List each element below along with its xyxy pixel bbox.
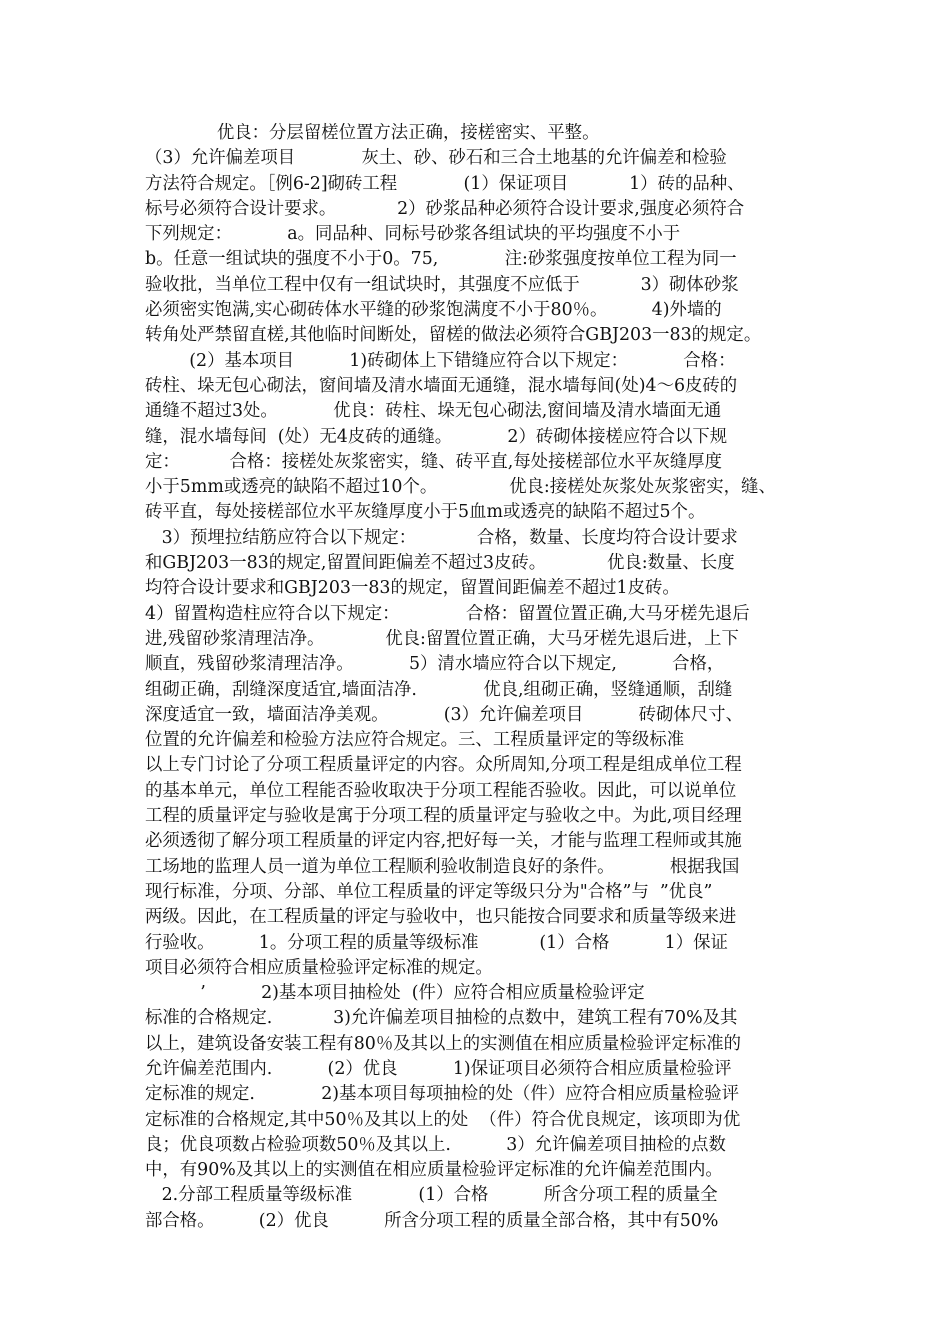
text-line: 项目必须符合相应质量检验评定标准的规定。 [145,957,493,978]
text-line: 2.分部工程质量等级标准 (1）合格 所含分项工程的质量全 [145,1185,718,1206]
text-line: 下列规定： a。同品种、同标号砂浆各组试块的平均强度不小于 [145,224,681,245]
text-line: 以上，建筑设备安装工程有80％及其以上的实测值在相应质量检验评定标准的 [145,1033,742,1054]
text-line: 以上专门讨论了分项工程质量评定的内容。众所周知,分项工程是组成单位工程 [145,755,742,776]
text-line: 定： 合格：接槎处灰浆密实，缝、砖平直,每处接槎部位水平灰缝厚度 [145,451,723,472]
text-line: 验收批，当单位工程中仅有一组试块时，其强度不应低于 3）砌体砂浆 [145,274,739,295]
text-line: 小于5mm或透亮的缺陷不超过10个。 优良:接槎处灰浆处灰浆密实，缝、 [145,477,776,498]
text-line: 顺直，残留砂浆清理洁净。 5）清水墙应符合以下规定, 合格， [145,654,725,675]
text-line: 行验收。 1。分项工程的质量等级标准 (1）合格 1）保证 [145,932,728,953]
text-line: 现行标准，分项、分部、单位工程质量的评定等级只分为"合格”与 ”优良” [145,881,713,902]
text-line: 砖柱、垛无包心砌法，窗间墙及清水墙面无通缝，混水墙每间(处)4～6皮砖的 [145,375,738,396]
text-line: 和GBJ203一83的规定,留置间距偏差不超过3皮砖。 优良:数量、长度 [145,553,735,574]
text-line: 缝，混水墙每间 (处）无4皮砖的通缝。 2）砖砌体接槎应符合以下规 [145,426,728,447]
text-line: 标准的合格规定. 3)允许偏差项目抽检的点数中，建筑工程有70%及其 [145,1008,738,1029]
text-line: 工场地的监理人员一道为单位工程顺利验收制造良好的条件。 根据我国 [145,856,740,877]
text-line: 良；优良项数占检验项数50％及其以上. 3）允许偏差项目抽检的点数 [145,1134,726,1155]
text-line: 组砌正确，刮缝深度适宜,墙面洁净. 优良,组砌正确，竖缝通顺，刮缝 [145,679,733,700]
text-line: 砖平直，每处接槎部位水平灰缝厚度小于5血m或透亮的缺陷不超过5个。 [145,502,706,523]
text-line: 深度适宜一致，墙面洁净美观。 (3）允许偏差项目 砖砌体尺寸、 [145,704,743,725]
text-line: 4）留置构造柱应符合以下规定： 合格：留置位置正确,大马牙槎先退后 [145,603,750,624]
text-line: 通缝不超过3处。 优良：砖柱、垛无包心砌法,窗间墙及清水墙面无通 [145,401,722,422]
text-line: 定标准的合格规定,其中50％及其以上的处 （件）符合优良规定，该项即为优 [145,1109,741,1130]
text-line: 进,残留砂浆清理洁净。 优良:留置位置正确，大马牙槎先退后进，上下 [145,628,739,649]
text-line: 定标准的规定. 2)基本项目每项抽检的处（件）应符合相应质量检验评 [145,1084,740,1105]
text-line: （3）允许偏差项目 灰土、砂、砂石和三合土地基的允许偏差和检验 [145,148,727,169]
text-line: 的基本单元，单位工程能否验收取决于分项工程能否验收。因此，可以说单位 [145,780,737,801]
text-line: 中，有90%及其以上的实测值在相应质量检验评定标准的允许偏差范围内。 [145,1160,723,1181]
text-line: 必须密实饱满,实心砌砖体水平缝的砂浆饱满度不小于80％。 4)外墙的 [145,300,722,321]
text-line: 两级。因此，在工程质量的评定与验收中，也只能按合同要求和质量等级来进 [145,907,737,928]
text-line: 部合格。 (2）优良 所含分项工程的质量全部合格，其中有50% [145,1210,719,1231]
text-line: 转角处严禁留直槎,其他临时间断处，留槎的做法必须符合GBJ203一83的规定。 [145,325,762,346]
text-line: ’ 2)基本项目抽检处 (件）应符合相应质量检验评定 [145,983,645,1004]
text-line: 位置的允许偏差和检验方法应符合规定。三、工程质量评定的等级标准 [145,730,685,751]
text-line: 3）预埋拉结筋应符合以下规定： 合格，数量、长度均符合设计要求 [145,527,738,548]
body-text [145,121,825,1234]
text-line: 允许偏差范围内. (2）优良 1)保证项目必须符合相应质量检验评 [145,1058,732,1079]
text-line: 方法符合规定。［例6-2]砌砖工程 (1）保证项目 1）砖的品种、 [145,173,745,194]
text-line: 优良：分层留槎位置方法正确，接槎密实、平整。 [145,123,600,143]
text-line: b。任意一组试块的强度不小于0。75, 注:砂浆强度按单位工程为同一 [145,249,737,270]
text-line: 必须透彻了解分项工程质量的评定内容,把好每一关，才能与监理工程师或其施 [145,831,742,852]
text-line: 标号必须符合设计要求。 2）砂浆品种必须符合设计要求,强度必须符合 [145,198,745,219]
text-line: 工程的质量评定与验收是寓于分项工程的质量评定与验收之中。为此,项目经理 [145,806,742,827]
text-line: 均符合设计要求和GBJ203一83的规定，留置间距偏差不超过1皮砖。 [145,578,680,599]
text-line: (2）基本项目 1)砖砌体上下错缝应符合以下规定： 合格： [145,350,736,371]
